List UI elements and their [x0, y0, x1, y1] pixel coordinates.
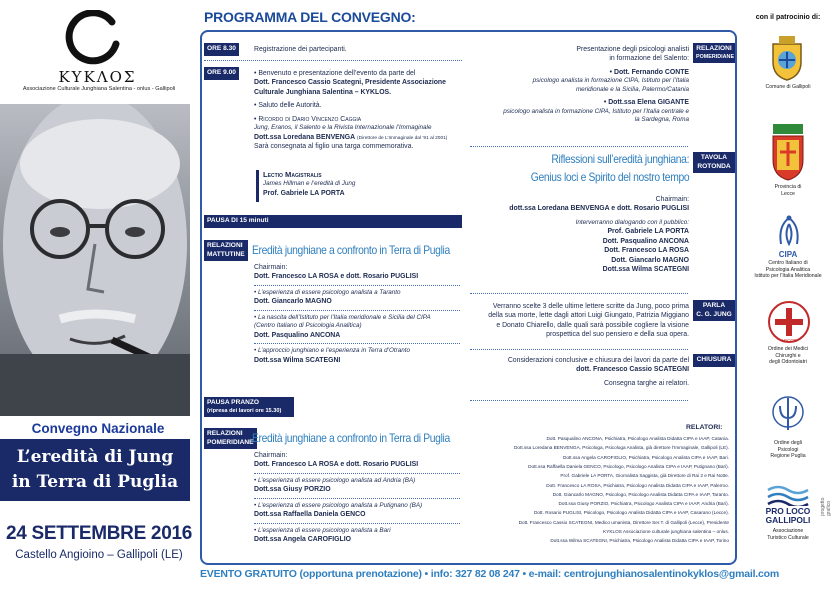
- memory-plaque: Sarà consegnata al figlio una targa commemorativa.: [254, 143, 414, 151]
- pom-label-1: RELAZIONI: [696, 45, 732, 52]
- morning-speaker-2: Dott. Pasqualino ANCONA: [254, 331, 341, 339]
- afternoon-block: [254, 451, 464, 545]
- relatori-title: RELATORI:: [686, 424, 723, 431]
- afternoon-label-2: POMERIDIANE: [207, 438, 254, 446]
- divider: [254, 285, 460, 286]
- chiusura-line-3: Consegna targhe ai relatori.: [603, 379, 689, 387]
- welcome-org: Culturale Junghiana Salentina – KYKLOS.: [254, 88, 392, 96]
- relatore-line: Dott.ssa Raffaella Daniela GENCO, Psicologo, Psicologo Analista CIPA e IAAP, Putignano (Bari).: [528, 463, 729, 469]
- morning-label-2: MATTUTINE: [207, 250, 245, 258]
- tavola-panelist-3: Dott. Francesco LA ROSA: [604, 247, 689, 255]
- chiusura-label: CHIUSURA: [693, 354, 735, 367]
- afternoon-talk-1: • L’esperienza di essere psicologo analista ad Andria (BA): [254, 476, 416, 484]
- morning-speaker-1: Dott. Giancarlo MAGNO: [254, 298, 332, 306]
- parla-line-2: della sua morte, lette dagli attori Luigi Giungato, Patrizia Miggiano: [488, 312, 689, 320]
- sponsor-5-line-b: Psicologi: [777, 446, 799, 453]
- cipa-logo-icon: [772, 214, 806, 250]
- proloco-logo-text: [748, 507, 828, 525]
- tavola-title-2: Genius loci e Spirito del nostro tempo: [530, 170, 689, 184]
- lectio-speaker: Prof. Gabriele LA PORTA: [263, 189, 345, 197]
- afternoon-talk-3: • L’esperienza di essere psicologo analista a Bari: [254, 526, 391, 534]
- proloco-line-2: GALLIPOLI: [765, 515, 811, 526]
- afternoon-label: [204, 428, 257, 449]
- tavola-label: [693, 152, 735, 173]
- tavola-block: [449, 195, 689, 274]
- lectio-block: [263, 170, 355, 198]
- event-date: 24 SETTEMBRE 2016: [5, 523, 193, 544]
- proloco-waves-icon: [766, 484, 810, 506]
- tavola-label-2: ROTONDA: [697, 162, 731, 170]
- afternoon-session-title: Eredità junghiane a confronto in Terra di Puglia: [252, 431, 450, 445]
- sponsor-2-line-a: Provincia di: [774, 184, 802, 190]
- time-badge-900: ORE 9.00: [204, 67, 239, 80]
- divider: [470, 400, 688, 401]
- lectio-title: Lectio Magistralis: [263, 170, 322, 179]
- tavola-panelist-2: Dott. Pasqualino ANCONA: [602, 237, 689, 245]
- morning-block: [254, 263, 464, 365]
- proloco-line-1: PRO LOCO: [765, 506, 811, 516]
- pom-label-2: POMERIDIANE: [696, 53, 735, 60]
- sponsor-5-line-a: Ordine degli: [774, 440, 802, 446]
- relatore-line: Dott.ssa Loredana BENVENGA, Psicologa, Psicologa Analista, già direttore l’Immaginale, Gallipoli (LE).: [514, 445, 729, 451]
- morning-session-title: Eredità junghiane a confronto in Terra di Puglia: [252, 243, 450, 257]
- jung-portrait: [0, 104, 190, 416]
- medical-logo-text: LECCE: [781, 338, 797, 343]
- morning-talk-3: • L’approccio junghiano e l’esperienza in Terra d’Otranto: [254, 347, 410, 355]
- pom-speaker-2-desc-a: psicologo analista in formazione CIPA, Istituto per l’Italia centrale e: [503, 107, 689, 115]
- medical-order-logo-icon: [767, 300, 811, 344]
- divider: [254, 310, 460, 311]
- morning-talk-1: • L’esperienza di essere psicologo analista a Taranto: [254, 288, 401, 296]
- pom-speaker-2: • Dott.ssa Elena GIGANTE: [603, 99, 689, 107]
- chiusura-line-2: dott. Francesco Cassio SCATEGNI: [576, 366, 689, 374]
- afternoon-talk-2: • L’esperienza di essere psicologo analista a Putignano (BA): [254, 501, 423, 509]
- divider: [470, 349, 688, 350]
- morning-talk-2: • La nascita dell’Istituto per l’Italia meridionale e Sicilia del CIPA: [254, 313, 431, 321]
- event-title-line2: in Terra di Puglia: [11, 472, 179, 492]
- design-credit: progetto grafico: [820, 497, 832, 516]
- divider: [254, 473, 460, 474]
- portrait-illustration: [0, 104, 190, 416]
- afternoon-speaker-2: Dott.ssa Raffaella Daniela GENCO: [254, 511, 366, 519]
- footer-contact: EVENTO GRATUITO (opportuna prenotazione) • info: 327 82 08 247 • e-mail: centrojunghianosalentinokyklos@gmail.com: [200, 568, 780, 580]
- relatore-line: Prof. Gabriele LA PORTA, Giornalista Saggista, già Direttore di Rai 2 e Rai Notte.: [560, 473, 729, 479]
- relatore-line: Dott. Francesco Cassio SCATEGNI, Medico umanista, Direttore Ser.T. di Gallipoli (Lecce), Presidente: [518, 519, 729, 525]
- welcome-speaker: Dott. Francesco Cassio Scategni, Presidente Associazione: [254, 79, 446, 87]
- lunch-label: PAUSA PRANZO: [207, 399, 260, 406]
- org-subtitle: Associazione Culturale Junghiana Salentina - onlus - Gallipoli: [22, 86, 176, 92]
- lunch-badge: [204, 397, 294, 417]
- sponsor-6: [748, 528, 828, 541]
- morning-talk-2b: (Centro Italiano di Psicologia Analitica): [254, 322, 362, 330]
- sponsor-4: [748, 346, 828, 366]
- afternoon-chair-label: Chairmain:: [254, 452, 288, 459]
- morning-chair-label: Chairmain:: [254, 264, 288, 271]
- psychologists-order-logo-icon: [770, 392, 806, 436]
- morning-speaker-3: Dott.ssa Wilma SCATEGNI: [254, 356, 341, 364]
- relatore-line: Dott. Rosario PUGLISI, Psicologo, Psicologo Analista Didatta CIPA e IAAP, Casarano (Lecce).: [534, 510, 729, 516]
- authorities-line: • Saluto delle Autorità.: [254, 102, 322, 110]
- chiusura-block: [449, 356, 689, 388]
- memory-speaker-note: (Direttore de L’Immaginale dal ‘91 al 2001): [357, 135, 448, 141]
- parla-block: [449, 302, 689, 340]
- relatore-line: KYKLOS Associazione culturale junghiana salentina – onlus.: [603, 529, 729, 534]
- divider: [204, 60, 462, 61]
- org-brand: ΚΥΚΛΟΣ: [58, 68, 137, 86]
- sponsor-1-name: Comune di Gallipoli: [765, 84, 811, 90]
- sponsor-4-line-a: Ordine dei Medici: [767, 346, 809, 352]
- afternoon-speaker-1: Dott.ssa Giusy PORZIO: [254, 486, 331, 494]
- tavola-panelist-4: Dott. Giancarlo MAGNO: [611, 256, 689, 264]
- sponsors-heading: con il patrocinio di:: [755, 14, 821, 21]
- tavola-intro: Interverranno dialogando con il pubblico:: [575, 218, 689, 226]
- relatore-line: Dott.ssa Giusy PORZIO, Psichiatra, Psicologo Analista CIPA e IAAP, Andria (Bari).: [558, 501, 729, 507]
- pom-speaker-2-desc-b: la Sardegna, Roma: [634, 116, 689, 124]
- pom-speaker-1: • Dott. Fernando CONTE: [609, 68, 689, 76]
- tavola-panelist-1: Prof. Gabriele LA PORTA: [607, 228, 689, 236]
- morning-chair: Dott. Francesco LA ROSA e dott. Rosario PUGLISI: [254, 273, 419, 281]
- divider: [470, 146, 688, 147]
- lectio-bar: [256, 170, 259, 202]
- tavola-title-1: Riflessioni sull’eredità junghiana:: [551, 152, 689, 166]
- memory-speaker: Dott.ssa Loredana BENVENGA: [254, 133, 356, 141]
- relatore-line: Dott. Pasqualino ANCONA, Psichiatra, Psicologo Analista Didatta CIPA e IAAP, Catania.: [546, 436, 729, 441]
- relatore-line: Dott.ssa Wilma SCATEGNI, Psichiatra, Psicologo Analista Didatta CIPA e IAAP, Torino: [550, 538, 729, 544]
- event-title-line1: L’eredità di Jung: [16, 447, 174, 467]
- event-place: Castello Angioino – Gallipoli (LE): [15, 549, 183, 561]
- pom-block: [469, 45, 689, 125]
- afternoon-speaker-3: Dott.ssa Angela CAROFIGLIO: [254, 536, 351, 544]
- program-heading: PROGRAMMA DEL CONVEGNO:: [204, 9, 416, 25]
- divider: [254, 523, 460, 524]
- sponsor-2-line-b: Lecce: [781, 190, 795, 197]
- pause-bar: PAUSA DI 15 minuti: [204, 215, 462, 228]
- chiusura-line-1: Considerazioni conclusive e chiusura dei lavori da parte del: [507, 357, 689, 364]
- lunch-resume: (ripresa dei lavori ore 15.30): [207, 407, 282, 414]
- morning-label-1: RELAZIONI: [207, 242, 243, 249]
- parla-line-1: Verranno scelte 3 delle ultime lettere scritte da Jung, poco prima: [492, 303, 689, 310]
- sponsor-3-line-a: Centro Italiano di: [768, 260, 808, 266]
- parla-line-4: prospettica del suo pensiero e della sua opera.: [546, 331, 689, 339]
- cipa-logo-text: CIPA: [778, 250, 798, 259]
- sponsor-2: [748, 184, 828, 197]
- sponsor-3: [748, 260, 828, 280]
- parla-label-2: C. G. JUNG: [696, 310, 732, 318]
- event-kind: Convegno Nazionale: [31, 421, 165, 436]
- parla-label: [693, 300, 735, 321]
- divider: [470, 293, 688, 294]
- memory-sub: Jung, Eranos, il Salento e la Rivista Internazionale l’Immaginale: [254, 123, 432, 131]
- morning-label: [204, 240, 248, 261]
- parla-label-1: PARLA: [702, 302, 726, 309]
- welcome-line: • Benvenuto e presentazione dell’evento da parte del: [254, 70, 416, 77]
- sponsor-6-line-b: Turistico Culturale: [767, 534, 809, 541]
- relatore-line: Dott.ssa Angela CAROFIGLIO, Psichiatra, Psicologo Analista CIPA e IAAP, Bari.: [562, 454, 729, 460]
- parla-line-3: e Donato Chiarello, dalle quali sarà possibile cogliere la visione: [496, 321, 689, 329]
- gallipoli-crest-icon: [767, 36, 807, 82]
- sponsor-4-line-c: degli Odontoiatri: [769, 359, 807, 365]
- relatore-line: Dott. Francesco LA ROSA, Psichiatra, Psicologo Analista Didatta CIPA e IAAP, Palermo.: [546, 482, 729, 488]
- divider: [254, 498, 460, 499]
- lecce-province-crest-icon: [769, 118, 807, 182]
- sponsor-3-line-c: Istituto per l’Italia Meridionale: [754, 273, 822, 279]
- pom-label: [693, 43, 735, 63]
- pom-speaker-1-desc-b: meridionale e la Sicilia, Palermo/Catania: [575, 85, 689, 93]
- pom-line-2: in formazione del Salento:: [609, 55, 689, 63]
- afternoon-chair: Dott. Francesco LA ROSA e dott. Rosario PUGLISI: [254, 461, 419, 469]
- tavola-chair: dott.ssa Loredana BENVENGA e dott. Rosario PUGLISI: [509, 205, 689, 213]
- sponsor-4-line-b: Chirurghi e: [775, 352, 801, 359]
- relatore-line: Dott. Giancarlo MAGNO, Psicologo, Psicologo Analista Didatta CIPA e IAAP, Taranto.: [552, 491, 729, 497]
- sponsor-5: [748, 440, 828, 460]
- kyklos-logo-icon: [62, 10, 126, 68]
- time-badge-830: ORE 8.30: [204, 43, 239, 56]
- sponsor-3-line-b: Psicologia Analitica: [765, 266, 811, 273]
- sponsor-6-line-a: Associazione: [772, 528, 804, 534]
- lectio-sub: James Hillman e l’eredità di Jung: [263, 180, 356, 188]
- memory-line: • Ricordo di Dario Vincenzo Caggia: [254, 115, 362, 123]
- pom-line-1: Presentazione degli psicologi analisti: [576, 46, 689, 53]
- registration-text: Registrazione dei partecipanti.: [254, 46, 347, 53]
- pom-speaker-1-desc-a: psicologo analista in formazione CIPA, Istituto per l’Italia: [532, 77, 689, 85]
- tavola-label-1: TAVOLA: [700, 154, 728, 161]
- afternoon-label-1: RELAZIONI: [207, 430, 243, 437]
- tavola-panelist-5: Dott.ssa Wilma SCATEGNI: [602, 265, 689, 273]
- divider: [254, 343, 460, 344]
- welcome-block: [254, 69, 464, 151]
- sponsor-5-line-c: Regione Puglia: [770, 453, 806, 459]
- tavola-chair-label: Chairmain:: [655, 196, 689, 203]
